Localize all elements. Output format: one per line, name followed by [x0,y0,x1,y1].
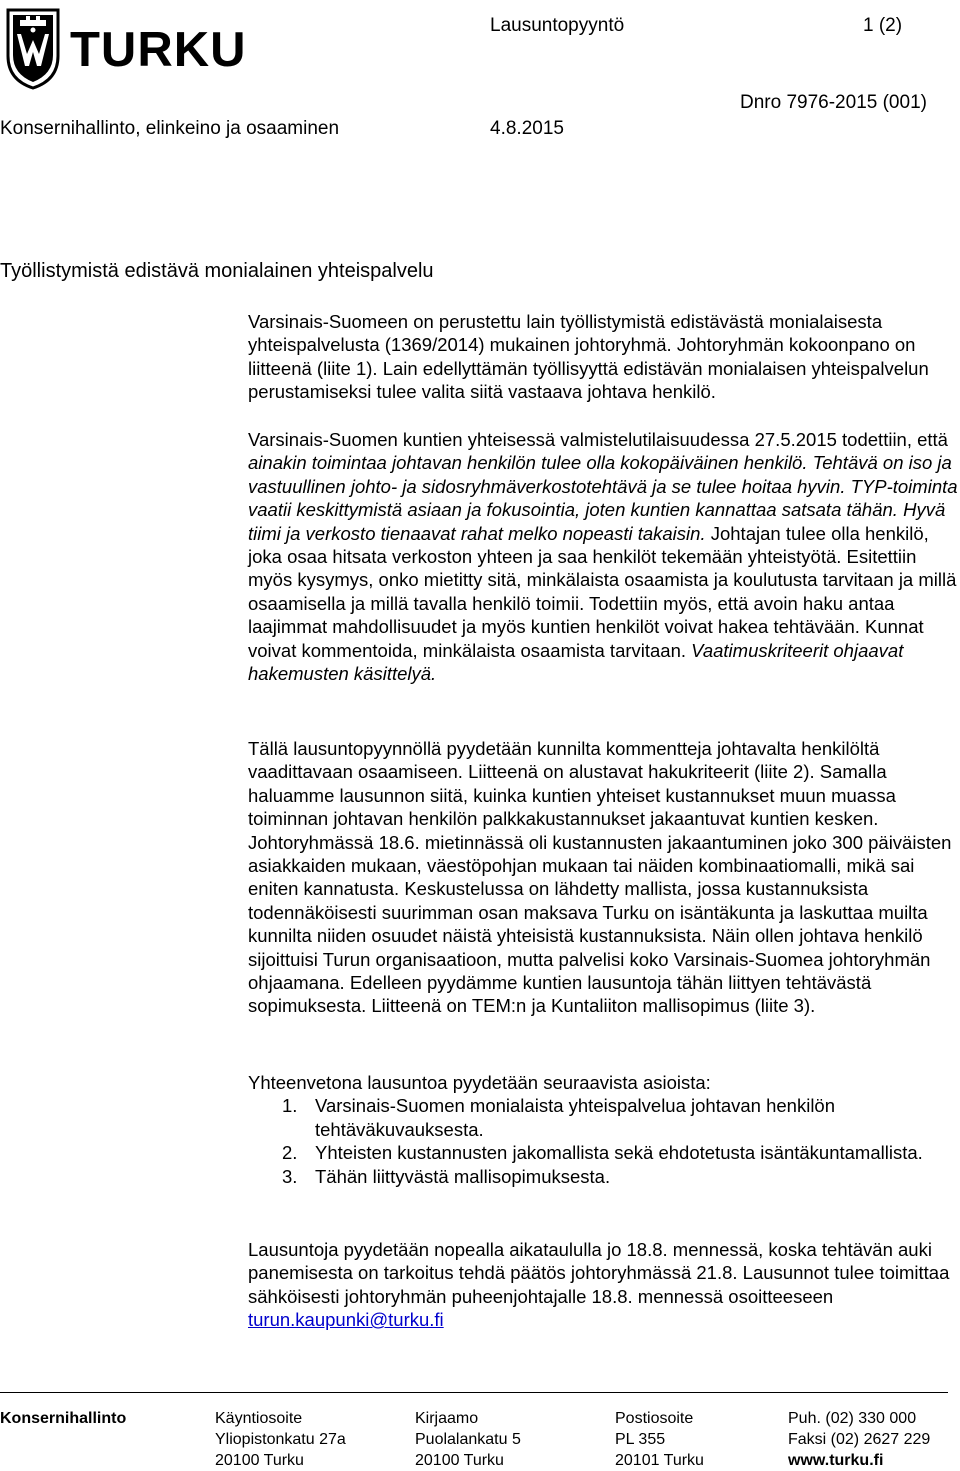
footer-org-name: Konsernihallinto [0,1410,127,1427]
footer-fax: Faksi (02) 2627 229 [788,1431,931,1448]
footer-postal-label: Postiosoite [615,1410,694,1427]
paragraph-deadline [248,1238,960,1332]
paragraph-request-text: Tällä lausuntopyynnöllä pyydetään kunnilta kommentteja johtavalta henkilöltä vaadittavaan osaamiseen. Liitteenä on alustavat hakukriteerit (liite 2). Samalla haluamme lausunnon siitä, kuinka kuntien yhteiset kustannukset muun muassa toiminnan johtavan henkilön palkkakustannukset jakaantuvat kuntien kesken. Johtoryhmässä 18.6. mietinnässä oli kustannusten jakaantuminen joko 300 päiväisten asiakkaiden mukaan, väestöpohjan mukaan tai näiden kombinaatiomalli, mikä sai eniten kannatusta. Keskustelussa on lähdetty mallista, jossa kustannuksista todennäköisesti suurimman osan maksava Turku on isäntäkunta ja laskuttaa muilta kunnilta niiden osuudet näistä yhteisistä kustannuksista. Näin ollen johtava henkilö sijoittuisi Turun organisaatioon, mutta palvelisi koko Varsinais-Suomea johtoryhmän ohjaamana. Edelleen pyydämme kuntien lausuntoja tähän liittyen tehtävästä sopimuksesta. Liitteenä on TEM:n ja Kuntaliiton mallisopimus (liite 3). [248,738,952,1017]
list-item-number: 1. [282,1095,298,1117]
list-item [248,1141,960,1164]
footer-postal-box: PL 355 [615,1431,666,1448]
footer-registry-street: Puolalankatu 5 [415,1431,521,1448]
footer-registry-city: 20100 Turku [415,1452,504,1469]
list-item-number: 2. [282,1142,298,1164]
meeting-rest: Johtajan tulee olla henkilö, joka osaa hitsata verkoston yhteen ja saa henkilöt tekemään yhteistyötä. Esitettiin myös kysymys, onko mietitty sitä, minkälaista osaamista ja koulutusta tarvitaan ja millä osaamisella ja millä tavalla henkilö toimii. Todettiin myös, että avoin haku antaa laajimmat mahdollisuudet ja myös kuntien henkilöt voivat hakea tehtävään. Kunnat voivat kommentoida, minkälaista osaamista tarvitaan. [248,522,957,661]
footer-visit-street: Yliopistonkatu 27a [215,1431,346,1448]
paragraph-meeting [248,428,960,685]
footer-divider [0,1392,948,1393]
document-title: Työllistymistä edistävä monialainen yhteispalvelu [0,260,434,282]
turku-logo [4,6,247,94]
summary-list [248,1094,960,1188]
paragraph-deadline-text [248,1238,960,1332]
list-item [248,1165,960,1188]
list-item-number: 3. [282,1165,298,1187]
page-number: 1 (2) [863,15,903,36]
list-item-text: Yhteisten kustannusten jakomallista sekä ehdotetusta isäntäkuntamallista. [315,1142,923,1164]
summary-intro: Yhteenvetona lausuntoa pyydetään seuraavista asioista: [248,1072,711,1093]
footer-website[interactable]: www.turku.fi [788,1452,884,1469]
paragraph-request [248,737,960,1018]
summary-section [248,1071,960,1188]
list-item [248,1094,960,1141]
document-type: Lausuntopyyntö [490,15,625,36]
footer-registry-label: Kirjaamo [415,1410,479,1427]
footer-visit-label: Käyntiosoite [215,1410,303,1427]
meeting-quote: ainakin toimintaa johtavan henkilön tulee olla kokopäiväinen henkilö. Tehtävä on iso ja vastuullinen johto- ja sidosryhmäverkostotehtävä ja se tulee hoitaa hyvin. TYP-toiminta vaatii keskittymistä asiaan ja fokusointia, joten kuntien kannattaa satsata tähän. Hyvä tiimi ja verkosto tienaavat rahat melko nopeasti takaisin. [248,452,958,544]
footer-phone: Puh. (02) 330 000 [788,1410,917,1427]
list-item-text: Varsinais-Suomen monialaista yhteispalvelua johtavan henkilön tehtäväkuvauksesta. [315,1095,836,1140]
deadline-text: Lausuntoja pyydetään nopealla aikataululla jo 18.8. mennessä, koska tehtävän auki panemisesta on tarkoitus tehdä päätös johtoryhmässä 21.8. Lausunnot tulee toimittaa sähköisesti johtoryhmän puheenjohtajalle 18.8. mennessä osoitteeseen [248,1239,950,1307]
email-link[interactable]: turun.kaupunki@turku.fi [248,1309,444,1331]
footer-visit-city: 20100 Turku [215,1452,304,1469]
department: Konsernihallinto, elinkeino ja osaaminen [0,118,340,139]
logo-wordmark: TURKU [70,23,247,77]
document-date: 4.8.2015 [490,118,564,139]
paragraph-intro [248,310,960,404]
meeting-quote-end: Vaatimuskriteerit ohjaavat hakemusten käsittelyä. [248,639,904,685]
list-item-text: Tähän liittyvästä mallisopimuksesta. [315,1165,611,1187]
paragraph-intro-text: Varsinais-Suomeen on perustettu lain työllistymistä edistävästä monialaisesta yhteispalvelusta (1369/2014) mukainen johtoryhmä. Johtoryhmän kokoonpano on liitteenä (liite 1). Lain edellyttämän työllisyyttä edistävän monialaisen yhteispalvelun perustamiseksi tulee valita siitä vastaava johtava henkilö. [248,311,929,403]
meeting-lead: Varsinais-Suomen kuntien yhteisessä valmistelutilaisuudessa 27.5.2015 todettiin, että [248,429,948,450]
diary-number: Dnro 7976-2015 (001) [740,92,927,113]
footer-org [0,1408,126,1429]
coat-of-arms-icon [4,6,62,90]
footer-postal-city: 20101 Turku [615,1452,704,1469]
paragraph-meeting-text [248,428,960,685]
